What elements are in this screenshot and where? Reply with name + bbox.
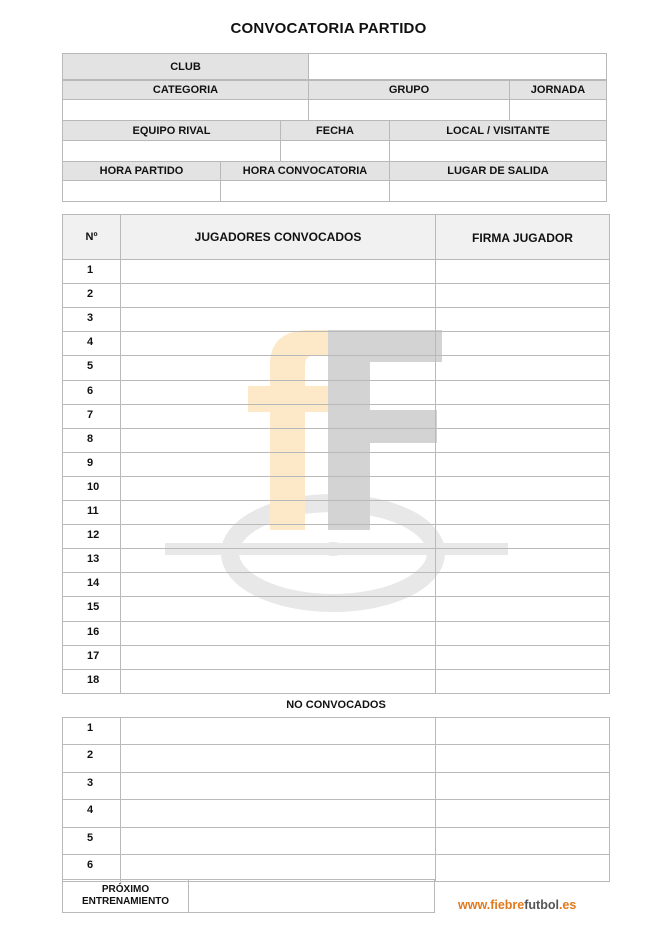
grupo-field[interactable]	[308, 99, 510, 121]
player-signature-field[interactable]	[435, 621, 610, 646]
player-row-number: 4	[62, 331, 121, 356]
player-row-number: 11	[62, 500, 121, 525]
player-name-field[interactable]	[120, 355, 436, 381]
not-called-name-field[interactable]	[120, 854, 436, 882]
club-label: CLUB	[62, 53, 309, 80]
next-training-line1: PRÓXIMO	[101, 884, 150, 895]
player-name-field[interactable]	[120, 452, 436, 477]
web-brand-2: futbol	[524, 898, 559, 912]
hora-partido-label: HORA PARTIDO	[62, 161, 221, 181]
jornada-field[interactable]	[509, 99, 607, 121]
not-called-row-number: 5	[62, 827, 121, 855]
player-row-number: 15	[62, 596, 121, 622]
hora-partido-field[interactable]	[62, 180, 221, 202]
player-name-field[interactable]	[120, 669, 436, 694]
player-signature-field[interactable]	[435, 476, 610, 501]
not-called-signature-field[interactable]	[435, 854, 610, 882]
web-prefix: www.	[458, 898, 491, 912]
not-called-name-field[interactable]	[120, 717, 436, 745]
categoria-field[interactable]	[62, 99, 309, 121]
signature-column-header: FIRMA JUGADOR	[435, 214, 610, 260]
not-called-name-field[interactable]	[120, 827, 436, 855]
player-name-field[interactable]	[120, 572, 436, 597]
player-signature-field[interactable]	[435, 596, 610, 622]
player-signature-field[interactable]	[435, 283, 610, 308]
player-row-number: 6	[62, 380, 121, 405]
player-name-field[interactable]	[120, 404, 436, 429]
number-column-header: Nº	[62, 214, 121, 260]
player-signature-field[interactable]	[435, 331, 610, 356]
page-title: CONVOCATORIA PARTIDO	[230, 20, 427, 37]
club-field[interactable]	[308, 53, 607, 80]
player-name-field[interactable]	[120, 380, 436, 405]
player-row-number: 10	[62, 476, 121, 501]
not-called-signature-field[interactable]	[435, 744, 610, 773]
player-name-field[interactable]	[120, 548, 436, 573]
hora-convocatoria-label: HORA CONVOCATORIA	[220, 161, 390, 181]
categoria-label: CATEGORIA	[62, 80, 309, 100]
hora-convocatoria-field[interactable]	[220, 180, 390, 202]
player-signature-field[interactable]	[435, 452, 610, 477]
not-called-signature-field[interactable]	[435, 827, 610, 855]
lugar-salida-field[interactable]	[389, 180, 607, 202]
player-name-field[interactable]	[120, 307, 436, 332]
player-row-number: 7	[62, 404, 121, 429]
not-called-name-field[interactable]	[120, 799, 436, 828]
not-called-name-field[interactable]	[120, 744, 436, 773]
player-row-number: 8	[62, 428, 121, 453]
equipo-rival-field[interactable]	[62, 140, 281, 162]
player-name-field[interactable]	[120, 500, 436, 525]
fecha-field[interactable]	[280, 140, 390, 162]
player-row-number: 16	[62, 621, 121, 646]
jornada-label: JORNADA	[509, 80, 607, 100]
player-name-field[interactable]	[120, 621, 436, 646]
player-signature-field[interactable]	[435, 548, 610, 573]
player-row-number: 14	[62, 572, 121, 597]
player-row-number: 9	[62, 452, 121, 477]
player-row-number: 17	[62, 645, 121, 670]
not-called-row-number: 4	[62, 799, 121, 828]
player-signature-field[interactable]	[435, 500, 610, 525]
player-row-number: 3	[62, 307, 121, 332]
web-brand-1: fiebre	[490, 898, 525, 912]
player-signature-field[interactable]	[435, 404, 610, 429]
player-name-field[interactable]	[120, 596, 436, 622]
player-signature-field[interactable]	[435, 355, 610, 381]
website-link[interactable]	[458, 898, 576, 912]
player-signature-field[interactable]	[435, 428, 610, 453]
player-signature-field[interactable]	[435, 645, 610, 670]
players-column-header: JUGADORES CONVOCADOS	[120, 214, 436, 260]
player-signature-field[interactable]	[435, 307, 610, 332]
player-row-number: 1	[62, 259, 121, 284]
not-called-row-number: 2	[62, 744, 121, 773]
lugar-salida-label: LUGAR DE SALIDA	[389, 161, 607, 181]
player-signature-field[interactable]	[435, 572, 610, 597]
local-visitante-field[interactable]	[389, 140, 607, 162]
local-visitante-label: LOCAL / VISITANTE	[389, 120, 607, 141]
player-name-field[interactable]	[120, 476, 436, 501]
not-called-signature-field[interactable]	[435, 772, 610, 800]
not-called-title: NO CONVOCADOS	[286, 699, 386, 711]
next-training-label	[62, 879, 189, 913]
not-called-row-number: 1	[62, 717, 121, 745]
not-called-name-field[interactable]	[120, 772, 436, 800]
web-suffix: .es	[558, 898, 577, 912]
player-name-field[interactable]	[120, 645, 436, 670]
player-signature-field[interactable]	[435, 380, 610, 405]
player-row-number: 2	[62, 283, 121, 308]
player-signature-field[interactable]	[435, 669, 610, 694]
next-training-field[interactable]	[188, 879, 435, 913]
next-training-line2: ENTRENAMIENTO	[81, 896, 170, 907]
player-signature-field[interactable]	[435, 524, 610, 549]
not-called-row-number: 3	[62, 772, 121, 800]
player-name-field[interactable]	[120, 283, 436, 308]
player-row-number: 13	[62, 548, 121, 573]
player-name-field[interactable]	[120, 428, 436, 453]
not-called-row-number: 6	[62, 854, 121, 882]
player-row-number: 12	[62, 524, 121, 549]
player-name-field[interactable]	[120, 524, 436, 549]
equipo-rival-label: EQUIPO RIVAL	[62, 120, 281, 141]
player-signature-field[interactable]	[435, 259, 610, 284]
player-name-field[interactable]	[120, 259, 436, 284]
player-row-number: 18	[62, 669, 121, 694]
player-row-number: 5	[62, 355, 121, 381]
not-called-signature-field[interactable]	[435, 799, 610, 828]
player-name-field[interactable]	[120, 331, 436, 356]
fecha-label: FECHA	[280, 120, 390, 141]
not-called-signature-field[interactable]	[435, 717, 610, 745]
grupo-label: GRUPO	[308, 80, 510, 100]
